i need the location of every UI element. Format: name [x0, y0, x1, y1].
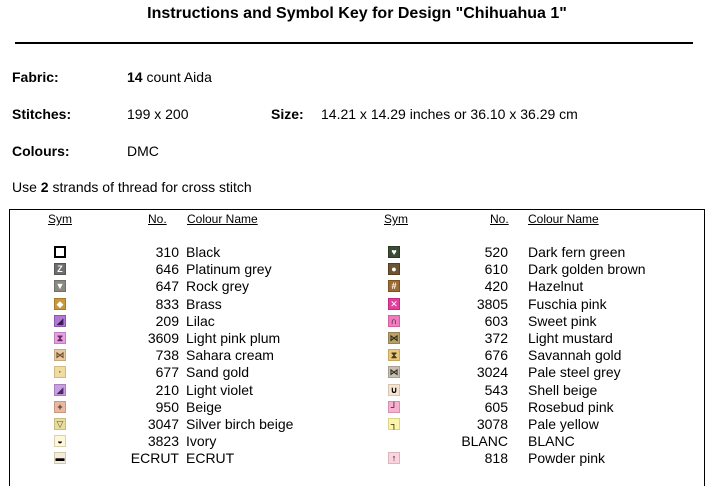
header-sym-right: Sym	[384, 212, 408, 226]
dmc-number: 950	[155, 398, 179, 415]
colour-name: Savannah gold	[528, 347, 622, 364]
symbol-key-row	[54, 244, 394, 261]
colours-value: DMC	[127, 143, 159, 159]
colour-name: Light mustard	[528, 330, 613, 346]
symbol-key-row	[388, 261, 714, 278]
fabric-value	[127, 69, 212, 85]
symbol-key-row	[54, 313, 394, 330]
dmc-number: 310	[155, 244, 179, 260]
symbol-key-row	[388, 278, 714, 295]
colour-name: Silver birch beige	[186, 416, 294, 432]
colour-name: Pale steel grey	[528, 364, 621, 381]
symbol-swatch-icon: ✕	[388, 298, 400, 310]
symbol-swatch-icon: ⧗	[388, 349, 400, 361]
colour-name: Fuschia pink	[528, 295, 607, 312]
strands-instruction	[12, 179, 252, 195]
header-name-right: Colour Name	[528, 212, 599, 226]
colour-name: Beige	[186, 398, 222, 415]
symbol-swatch-icon: ♥	[388, 246, 400, 258]
header-name-left: Colour Name	[187, 212, 258, 226]
dmc-number: 647	[155, 278, 179, 295]
symbol-swatch-icon: +	[54, 401, 66, 413]
symbol-key-row	[388, 364, 714, 381]
dmc-number: 372	[484, 330, 508, 346]
symbol-key-row	[54, 450, 394, 467]
dmc-number: 3609	[147, 330, 179, 346]
dmc-number: 210	[155, 381, 179, 398]
symbol-key-row	[54, 399, 394, 416]
symbol-swatch-icon: ┐	[388, 418, 400, 430]
symbol-key-row	[388, 313, 714, 330]
symbol-swatch-icon: ∩	[388, 315, 400, 327]
symbol-key-row	[388, 244, 714, 261]
dmc-number: 646	[155, 261, 179, 278]
colour-name: Dark golden brown	[528, 261, 646, 278]
colour-name: BLANC	[528, 433, 575, 450]
symbol-swatch-icon: ▼	[55, 281, 65, 292]
strands-post: strands of thread for cross stitch	[48, 179, 252, 195]
fabric-count: 14	[127, 69, 143, 85]
strands-count: 2	[40, 179, 49, 195]
size-label: Size:	[271, 106, 304, 122]
stitches-label: Stitches:	[12, 106, 72, 122]
symbol-swatch-icon: ▬	[55, 453, 65, 464]
symbol-swatch-icon: ◢	[54, 315, 66, 327]
symbol-key-row	[54, 382, 394, 399]
dmc-number: BLANC	[461, 433, 508, 450]
colour-name: Lilac	[186, 312, 215, 329]
symbol-swatch-icon: ◆	[54, 298, 66, 310]
symbol-swatch-icon: ⋈	[389, 367, 399, 378]
dmc-number: 605	[484, 398, 508, 415]
colour-name: Black	[186, 244, 221, 260]
symbol-swatch-icon: ↑	[388, 452, 400, 464]
size-value: 14.21 x 14.29 inches or 36.10 x 36.29 cm	[321, 106, 578, 122]
symbol-swatch-icon: ◢	[54, 384, 66, 396]
strands-pre: Use	[12, 179, 41, 195]
symbol-swatch-icon: ●	[388, 263, 400, 275]
symbol-key-row	[54, 278, 394, 295]
symbol-key-row	[54, 261, 394, 278]
colour-name: Platinum grey	[186, 261, 272, 278]
header-sym-left: Sym	[48, 212, 72, 226]
symbol-key-row	[54, 433, 394, 450]
symbol-key-row	[388, 450, 714, 467]
colours-label: Colours:	[12, 143, 70, 159]
dmc-number: 520	[484, 244, 508, 260]
title-divider	[15, 42, 693, 44]
dmc-number: 3805	[476, 295, 508, 312]
dmc-number: 543	[484, 381, 508, 398]
dmc-number: 3078	[476, 416, 508, 432]
fabric-label: Fabric:	[12, 69, 59, 85]
symbol-swatch-icon: ┘	[388, 401, 400, 413]
symbol-key-row	[54, 296, 394, 313]
symbol-swatch-icon: ◒	[54, 435, 66, 447]
colour-name: Dark fern green	[528, 244, 626, 260]
symbol-swatch-icon: ⧗	[54, 332, 66, 344]
colour-name: Light pink plum	[186, 330, 281, 346]
symbol-swatch-icon	[54, 246, 66, 258]
symbol-key-row	[388, 296, 714, 313]
fabric-type: count Aida	[142, 69, 212, 85]
header-no-right: No.	[490, 212, 509, 226]
dmc-number: 420	[484, 278, 508, 295]
colour-name: Brass	[186, 295, 222, 312]
symbol-swatch-icon: ▽	[54, 418, 66, 430]
colour-name: ECRUT	[186, 450, 235, 467]
dmc-number: 677	[155, 364, 179, 381]
dmc-number: 3823	[147, 433, 179, 450]
colour-name: Powder pink	[528, 450, 606, 467]
dmc-number: 738	[155, 347, 179, 364]
colour-name: Ivory	[186, 433, 217, 450]
dmc-number: 818	[484, 450, 508, 467]
dmc-number: 610	[484, 261, 508, 278]
symbol-key-row	[54, 347, 394, 364]
colour-name: Sahara cream	[186, 347, 274, 364]
colour-name: Light violet	[186, 381, 253, 398]
page-title: Instructions and Symbol Key for Design "Chihuahua 1"	[147, 5, 567, 22]
symbol-swatch-icon: ·	[54, 366, 66, 378]
symbol-key-row	[388, 347, 714, 364]
colour-name: Hazelnut	[528, 278, 584, 295]
colour-name: Sand gold	[186, 364, 250, 381]
colour-name: Shell beige	[528, 381, 598, 398]
symbol-key-row	[388, 330, 714, 347]
symbol-swatch-icon: Z	[54, 263, 66, 275]
symbol-key-row	[54, 416, 394, 433]
dmc-number: ECRUT	[130, 450, 179, 467]
colour-name: Sweet pink	[528, 312, 597, 329]
symbol-key-row	[388, 399, 714, 416]
symbol-swatch-icon: #	[388, 280, 400, 292]
symbol-swatch-icon	[388, 435, 400, 447]
colour-name: Rosebud pink	[528, 398, 614, 415]
symbol-key-row	[388, 382, 714, 399]
colour-name: Pale yellow	[528, 416, 599, 432]
symbol-swatch-icon: ⋈	[389, 333, 399, 343]
dmc-number: 833	[155, 295, 179, 312]
symbol-key-row	[388, 416, 714, 433]
dmc-number: 603	[484, 312, 508, 329]
symbol-key-row	[54, 330, 394, 347]
stitches-value: 199 x 200	[127, 106, 189, 122]
header-no-left: No.	[148, 212, 167, 226]
dmc-number: 676	[484, 347, 508, 364]
dmc-number: 3047	[147, 416, 179, 432]
symbol-key-row	[388, 433, 714, 450]
colour-name: Rock grey	[186, 278, 250, 295]
symbol-swatch-icon: ⋈	[55, 350, 65, 361]
dmc-number: 3024	[476, 364, 508, 381]
dmc-number: 209	[155, 312, 179, 329]
symbol-swatch-icon: ∪	[388, 384, 400, 396]
symbol-key-row	[54, 364, 394, 381]
